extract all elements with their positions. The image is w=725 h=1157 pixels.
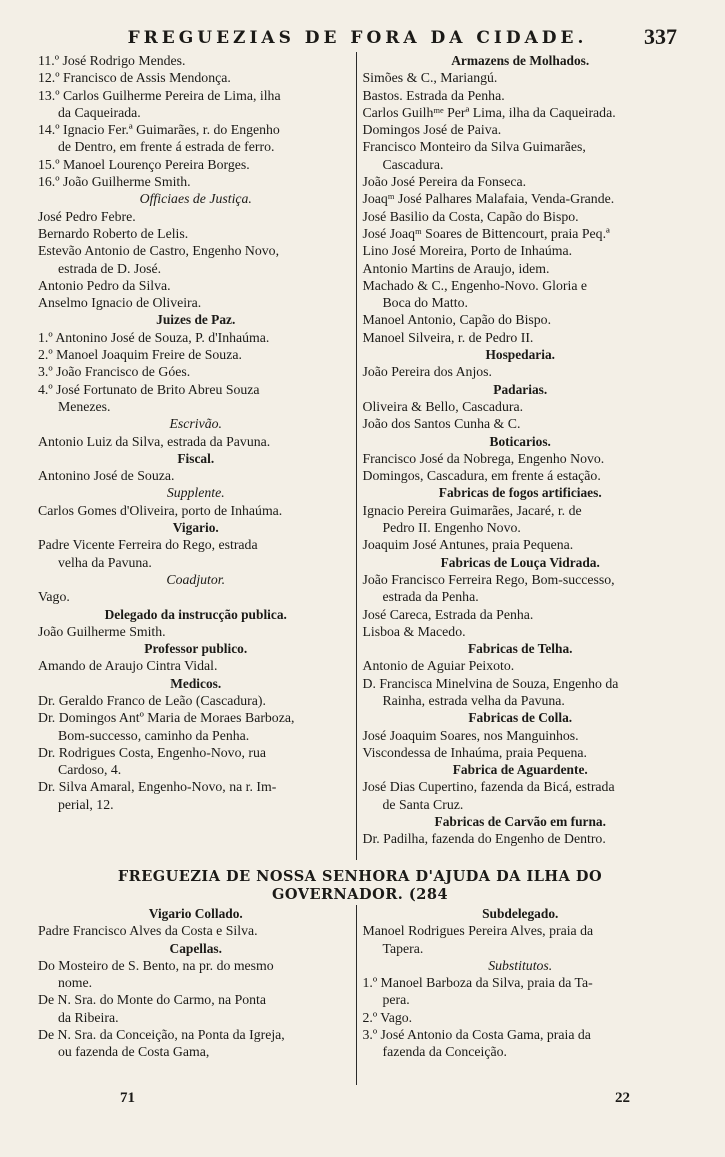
- entry-line: Simões & C., Mariangú.: [362, 70, 498, 86]
- section-title-line-1: FREGUEZIA DE NOSSA SENHORA D'AJUDA DA ILHA DO: [117, 868, 603, 885]
- entry-line: Dr. Rodrigues Costa, Engenho-Novo, rua: [38, 744, 266, 760]
- entry-line: Antonio Luiz da Silva, estrada da Pavuna.: [38, 433, 271, 449]
- section-heading: Coadjutor.: [166, 571, 226, 587]
- entry-line: Boca do Matto.: [382, 295, 468, 311]
- entry-line: pera.: [382, 992, 410, 1008]
- entry-line: Menezes.: [58, 398, 111, 414]
- entry-line: D. Francisca Minelvina de Souza, Engenho da: [362, 675, 619, 691]
- entry-line: João Francisco Ferreira Rego, Bom-successo,: [362, 571, 615, 587]
- entry-line: Tapera.: [382, 940, 424, 956]
- entry-line: Rainha, estrada velha da Pavuna.: [382, 692, 565, 708]
- section-heading: Fabricas de Telha.: [467, 641, 573, 657]
- entry-line: Joaqᵐ José Palhares Malafaia, Venda-Grande.: [362, 191, 615, 207]
- entry-line: De N. Sra. da Conceição, na Ponta da Igreja,: [38, 1027, 285, 1043]
- section-heading: Escrivão.: [169, 416, 222, 432]
- section-heading: Vigario.: [172, 520, 219, 536]
- entry-line: José Joaqᵐ Soares de Bittencourt, praia Peq.ª: [362, 225, 610, 241]
- entry-line: 15.º Manoel Lourenço Pereira Borges.: [38, 156, 250, 172]
- entry-line: Francisco Monteiro da Silva Guimarães,: [362, 139, 586, 155]
- section-heading: Substitutos.: [488, 957, 553, 973]
- section-heading: Fabricas de Colla.: [468, 710, 573, 726]
- entry-line: Machado & C., Engenho-Novo. Gloria e: [362, 277, 588, 293]
- bottom-right-column: [362, 905, 678, 1085]
- footer-signature-left: 71: [120, 1090, 135, 1106]
- column-rule: [356, 905, 361, 1085]
- entry-line: velha da Pavuna.: [58, 554, 152, 570]
- top-right-column: [362, 52, 678, 860]
- entry-line: Manoel Silveira, r. de Pedro II.: [362, 329, 534, 345]
- entry-line: 14.º Ignacio Fer.ª Guimarães, r. do Engenho: [38, 122, 280, 138]
- entry-line: 2.º Vago.: [362, 1009, 413, 1025]
- entry-line: 1.º Manoel Barboza da Silva, praia da Ta-: [362, 975, 593, 991]
- entry-line: 12.º Francisco de Assis Mendonça.: [38, 70, 231, 86]
- section-heading: Fabrica de Aguardente.: [452, 762, 588, 778]
- entry-line: Manoel Antonio, Capão do Bispo.: [362, 312, 552, 328]
- section-heading: Armazens de Molhados.: [451, 53, 590, 68]
- entry-line: Domingos José de Paiva.: [362, 122, 502, 138]
- entry-line: Dr. Padilha, fazenda do Engenho de Dentro.: [362, 831, 606, 847]
- entry-line: Lino José Moreira, Porto de Inhaúma.: [362, 243, 573, 259]
- entry-line: João Pereira dos Anjos.: [362, 364, 493, 380]
- section-heading: Juizes de Paz.: [156, 312, 236, 328]
- entry-line: Carlos Guilhᵐᵉ Perª Lima, ilha da Caqueirada.: [362, 104, 616, 120]
- entry-line: Pedro II. Engenho Novo.: [382, 520, 521, 536]
- entry-line: 11.º José Rodrigo Mendes.: [38, 53, 186, 68]
- entry-line: Manoel Rodrigues Pereira Alves, praia da: [362, 923, 594, 939]
- section-heading: Capellas.: [169, 940, 222, 956]
- section-title: [60, 868, 660, 904]
- entry-line: da Ribeira.: [58, 1009, 119, 1025]
- entry-line: João Guilherme Smith.: [38, 623, 166, 639]
- entry-line: João José Pereira da Fonseca.: [362, 174, 527, 190]
- section-heading: Vigario Collado.: [148, 906, 243, 921]
- entry-line: Carlos Gomes d'Oliveira, porto de Inhaúma.: [38, 502, 283, 518]
- entry-line: José Dias Cupertino, fazenda da Bicá, estrada: [362, 779, 615, 795]
- bottom-columns: [38, 905, 678, 1085]
- entry-line: João dos Santos Cunha & C.: [362, 416, 521, 432]
- entry-line: ou fazenda de Costa Gama,: [58, 1044, 210, 1060]
- entry-line: Amando de Araujo Cintra Vidal.: [38, 658, 218, 674]
- entry-line: Cardoso, 4.: [58, 762, 122, 778]
- entry-line: 13.º Carlos Guilherme Pereira de Lima, ilha: [38, 87, 281, 103]
- entry-line: Oliveira & Bello, Cascadura.: [362, 398, 524, 414]
- entry-line: 3.º João Francisco de Góes.: [38, 364, 191, 380]
- section-heading: Padarias.: [493, 381, 548, 397]
- entry-line: Ignacio Pereira Guimarães, Jacaré, r. de: [362, 502, 582, 518]
- entry-line: Bastos. Estrada da Penha.: [362, 87, 505, 103]
- top-columns: [38, 52, 678, 860]
- entry-line: De N. Sra. do Monte do Carmo, na Ponta: [38, 992, 266, 1008]
- top-left-column: [38, 52, 354, 860]
- entry-line: Vago.: [38, 589, 70, 605]
- entry-line: Antonio de Aguiar Peixoto.: [362, 658, 515, 674]
- entry-line: Antonino José de Souza.: [38, 468, 175, 484]
- entry-line: Dr. Silva Amaral, Engenho-Novo, na r. Im-: [38, 779, 277, 795]
- page-header: [38, 20, 677, 48]
- entry-line: Francisco José da Nobrega, Engenho Novo.: [362, 450, 605, 466]
- entry-line: 3.º José Antonio da Costa Gama, praia da: [362, 1027, 591, 1043]
- section-heading: Hospedaria.: [485, 347, 556, 363]
- section-heading: Professor publico.: [144, 641, 248, 657]
- column-rule: [356, 52, 361, 860]
- page-footer: [38, 1090, 678, 1112]
- entry-line: Cascadura.: [382, 156, 444, 172]
- entry-line: Domingos, Cascadura, em frente á estação.: [362, 468, 601, 484]
- entry-line: nome.: [58, 975, 93, 991]
- entry-line: 16.º João Guilherme Smith.: [38, 174, 191, 190]
- entry-line: Padre Vicente Ferreira do Rego, estrada: [38, 537, 258, 553]
- page-number: 337: [644, 24, 677, 49]
- section-heading: Officiaes de Justiça.: [139, 191, 252, 207]
- entry-line: Dr. Domingos Antº Maria de Moraes Barboza,: [38, 710, 295, 726]
- entry-line: Bernardo Roberto de Lelis.: [38, 225, 189, 241]
- entry-line: Do Mosteiro de S. Bento, na pr. do mesmo: [38, 957, 274, 973]
- entry-line: Anselmo Ignacio de Oliveira.: [38, 295, 202, 311]
- section-heading: Fiscal.: [177, 450, 215, 466]
- section-heading: Delegado da instrucção publica.: [104, 606, 287, 622]
- entry-line: perial, 12.: [58, 796, 114, 812]
- entry-line: José Pedro Febre.: [38, 208, 136, 224]
- entry-line: de Santa Cruz.: [382, 796, 464, 812]
- section-title-line-2: GOVERNADOR. (284: [271, 886, 449, 903]
- section-heading: Boticarios.: [489, 433, 551, 449]
- entry-line: da Caqueirada.: [58, 104, 141, 120]
- section-heading: Fabricas de Louça Vidrada.: [440, 554, 600, 570]
- entry-line: Lisboa & Macedo.: [362, 623, 466, 639]
- entry-line: Padre Francisco Alves da Costa e Silva.: [38, 923, 258, 939]
- entry-line: Joaquim José Antunes, praia Pequena.: [362, 537, 574, 553]
- section-heading: Fabricas de Carvão em furna.: [434, 814, 606, 830]
- footer-signature-right: 22: [615, 1090, 630, 1106]
- bottom-left-column: [38, 905, 354, 1085]
- entry-line: 1.º Antonino José de Souza, P. d'Inhaúma.: [38, 329, 270, 345]
- entry-line: 2.º Manoel Joaquim Freire de Souza.: [38, 347, 242, 363]
- entry-line: fazenda da Conceição.: [382, 1044, 507, 1060]
- running-title: FREGUEZIAS DE FORA DA CIDADE.: [127, 28, 588, 48]
- entry-line: Antonio Pedro da Silva.: [38, 277, 171, 293]
- entry-line: estrada da Penha.: [382, 589, 479, 605]
- entry-line: 4.º José Fortunato de Brito Abreu Souza: [38, 381, 260, 397]
- section-heading: Fabricas de fogos artificiaes.: [438, 485, 602, 501]
- entry-line: Dr. Geraldo Franco de Leão (Cascadura).: [38, 692, 266, 708]
- section-heading: Subdelegado.: [482, 906, 559, 921]
- entry-line: de Dentro, em frente á estrada de ferro.: [58, 139, 275, 155]
- section-heading: Supplente.: [166, 485, 225, 501]
- entry-line: Estevão Antonio de Castro, Engenho Novo,: [38, 243, 280, 259]
- entry-line: estrada de D. José.: [58, 260, 162, 276]
- entry-line: José Joaquim Soares, nos Manguinhos.: [362, 727, 579, 743]
- entry-line: José Careca, Estrada da Penha.: [362, 606, 534, 622]
- section-heading: Medicos.: [170, 675, 222, 691]
- entry-line: Viscondessa de Inhaúma, praia Pequena.: [362, 744, 587, 760]
- entry-line: José Basilio da Costa, Capão do Bispo.: [362, 208, 579, 224]
- entry-line: Antonio Martins de Araujo, idem.: [362, 260, 550, 276]
- entry-line: Bom-successo, caminho da Penha.: [58, 727, 250, 743]
